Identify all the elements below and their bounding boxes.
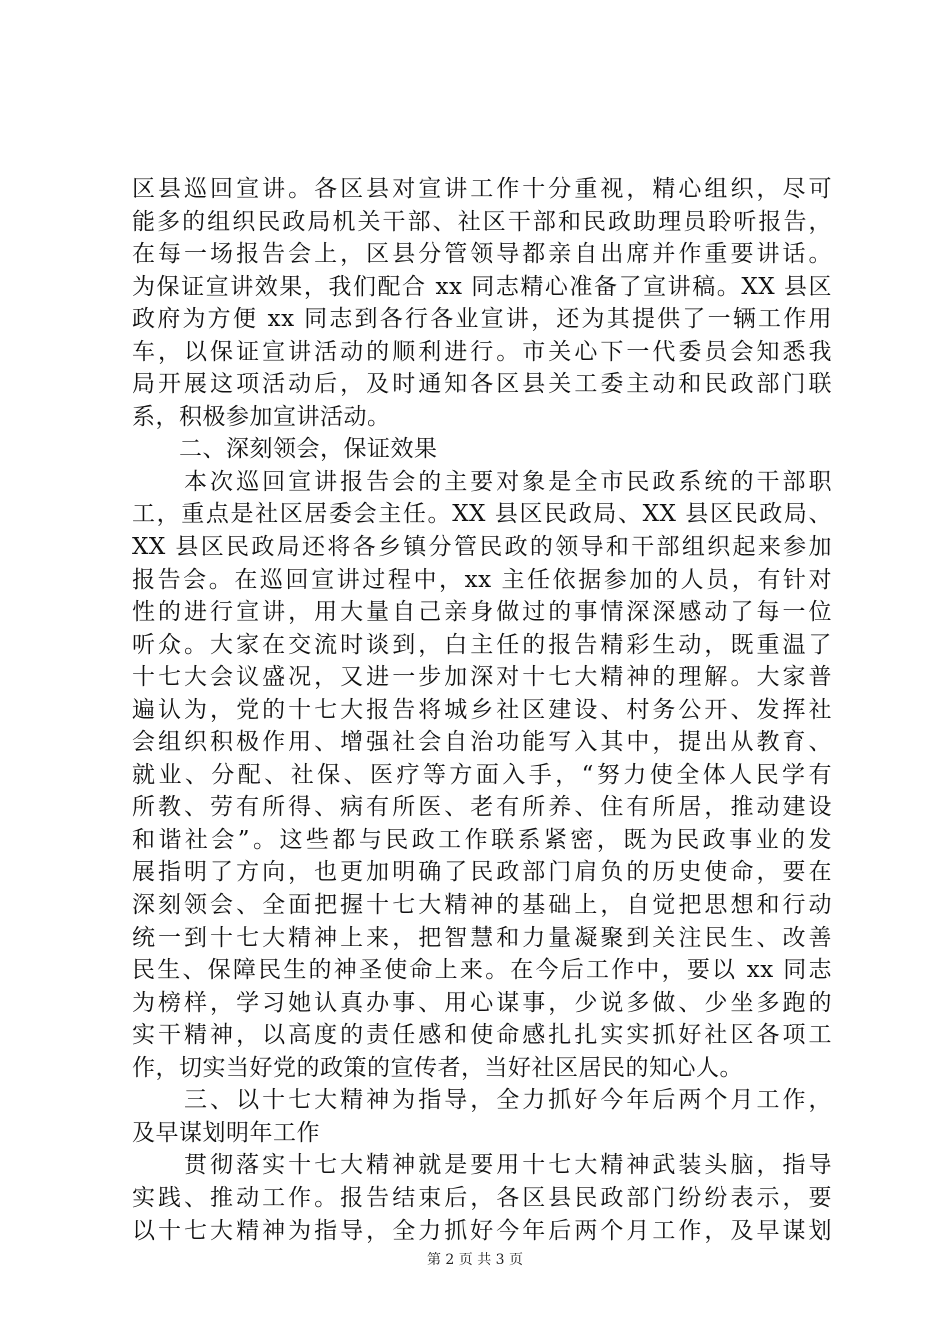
text-line: 系，积极参加宣讲活动。 <box>132 403 391 430</box>
text-line: 能多的组织民政局机关干部、社区干部和民政助理员聆听报告， <box>132 208 832 235</box>
text-line: 深刻领会、全面把握十七大精神的基础上，自觉把思想和行动 <box>132 892 832 919</box>
text-line: 报告会。在巡回宣讲过程中，xx 主任依据参加的人员，有针对 <box>132 566 832 593</box>
text-line: 性的进行宣讲，用大量自己亲身做过的事情深深感动了每一位 <box>132 599 832 626</box>
text-line: XX 县区民政局还将各乡镇分管民政的领导和干部组织起来参加 <box>132 534 832 561</box>
text-line: 三、以十七大精神为指导，全力抓好今年后两个月工作， <box>132 1087 832 1114</box>
text-line: 实干精神，以高度的责任感和使命感扎扎实实抓好社区各项工 <box>132 1022 832 1049</box>
text-line: 会组织积极作用、增强社会自治功能写入其中，提出从教育、 <box>132 729 832 756</box>
text-line: 为保证宣讲效果，我们配合 xx 同志精心准备了宣讲稿。XX 县区 <box>132 273 832 300</box>
text-line: 统一到十七大精神上来，把智慧和力量凝聚到关注民生、改善 <box>132 924 832 951</box>
text-line: 工，重点是社区居委会主任。XX 县区民政局、XX 县区民政局、 <box>132 501 832 528</box>
text-line: 车，以保证宣讲活动的顺利进行。市关心下一代委员会知悉我 <box>132 338 832 365</box>
text-line: 实践、推动工作。报告结束后，各区县民政部门纷纷表示，要 <box>132 1184 832 1211</box>
text-line: 本次巡回宣讲报告会的主要对象是全市民政系统的干部职 <box>132 468 832 495</box>
text-line: 政府为方便 xx 同志到各行各业宣讲，还为其提供了一辆工作用 <box>132 306 832 333</box>
text-line: 为榜样，学习她认真办事、用心谋事，少说多做、少坐多跑的 <box>132 989 832 1016</box>
page-footer: 第 2 页 共 3 页 <box>426 1252 524 1268</box>
text-line: 二、深刻领会，保证效果 <box>132 436 438 463</box>
text-line: 在每一场报告会上，区县分管领导都亲自出席并作重要讲话。 <box>132 241 832 268</box>
text-line: 贯彻落实十七大精神就是要用十七大精神武装头脑，指导 <box>132 1152 832 1179</box>
text-line: 民生、保障民生的神圣使命上来。在今后工作中，要以 xx 同志 <box>132 957 832 984</box>
text-line: 就业、分配、社保、医疗等方面入手，“努力使全体人民学有 <box>132 761 832 788</box>
text-line: 作，切实当好党的政策的宣传者，当好社区居民的知心人。 <box>132 1054 743 1081</box>
text-line: 和谐社会”。这些都与民政工作联系紧密，既为民政事业的发 <box>132 826 832 853</box>
text-line: 十七大会议盛况，又进一步加深对十七大精神的理解。大家普 <box>132 664 832 691</box>
body-text <box>132 173 832 1247</box>
text-line: 局开展这项活动后，及时通知各区县关工委主动和民政部门联 <box>132 371 832 398</box>
text-line: 及早谋划明年工作 <box>132 1119 320 1146</box>
text-line: 以十七大精神为指导，全力抓好今年后两个月工作，及早谋划 <box>132 1217 832 1244</box>
text-line: 所教、劳有所得、病有所医、老有所养、住有所居，推动建设 <box>132 794 832 821</box>
text-line: 区县巡回宣讲。各区县对宣讲工作十分重视，精心组织，尽可 <box>132 176 832 202</box>
text-line: 展指明了方向，也更加明确了民政部门肩负的历史使命，要在 <box>132 859 832 886</box>
text-line: 听众。大家在交流时谈到，白主任的报告精彩生动，既重温了 <box>132 631 832 658</box>
text-line: 遍认为，党的十七大报告将城乡社区建设、村务公开、发挥社 <box>132 696 832 723</box>
